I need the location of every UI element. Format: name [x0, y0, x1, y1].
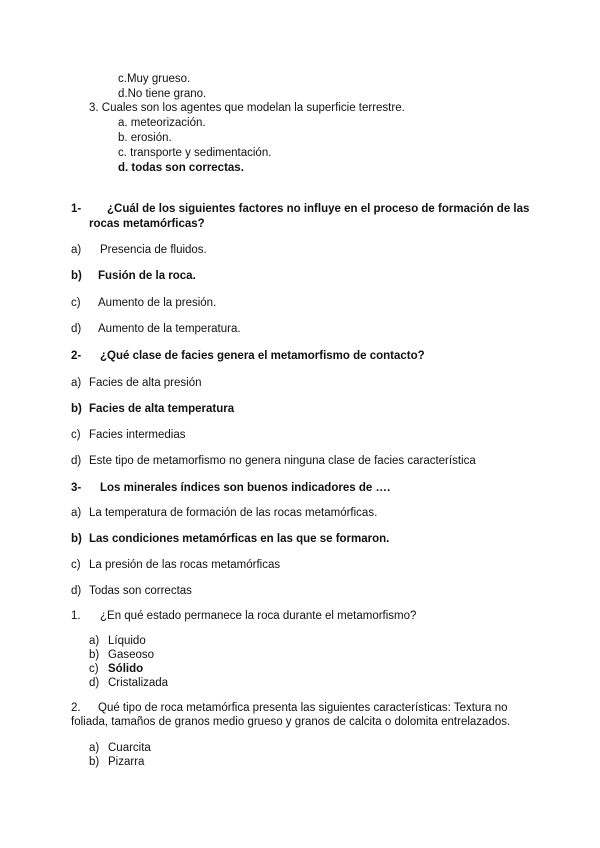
question-3-text: 3. Cuales son los agentes que modelan la superficie terrestre.: [89, 102, 405, 114]
s1-q2-number: 2-: [71, 350, 82, 362]
s1-q3-option-c-letter: c): [71, 559, 81, 571]
s2-q1-option-c-letter: c): [89, 663, 99, 675]
s2-q1-option-c: Sólido: [108, 663, 144, 675]
s1-q2-option-b: Facies de alta temperatura: [89, 403, 235, 415]
s2-q2-option-a: Cuarcita: [108, 742, 151, 754]
s2-q2-option-b: Pizarra: [108, 756, 145, 768]
option-d-text: d.No tiene grano.: [118, 88, 207, 100]
s1-q3-text: Los minerales índices son buenos indicadores de ….: [100, 482, 391, 494]
s2-q2-text-line2: foliada, tamaños de granos medio grueso y granos de calcita o dolomita entrelazados.: [71, 716, 511, 728]
question-3-option-c: c. transporte y sedimentación.: [118, 147, 272, 159]
s2-q2-number: 2.: [71, 702, 81, 714]
s1-q1-option-a: Presencia de fluidos.: [100, 244, 207, 256]
s1-q1-option-d: Aumento de la temperatura.: [98, 323, 241, 335]
s1-q3-option-d-letter: d): [71, 585, 82, 597]
s1-q2-option-d: Este tipo de metamorfismo no genera ninguna clase de facies característica: [89, 455, 476, 467]
s1-q3-option-c: La presión de las rocas metamórficas: [89, 559, 281, 571]
s2-q1-option-b: Gaseoso: [108, 649, 155, 661]
s2-q1-option-b-letter: b): [89, 649, 100, 661]
s1-q1-option-b-letter: b): [71, 270, 82, 282]
s1-q1-option-b: Fusión de la roca.: [98, 270, 196, 282]
s2-q1-option-a: Líquido: [108, 635, 146, 647]
s1-q3-number: 3-: [71, 482, 82, 494]
s2-q1-option-a-letter: a): [89, 635, 100, 647]
s1-q2-option-c-letter: c): [71, 429, 81, 441]
s1-q3-option-d: Todas son correctas: [89, 585, 192, 597]
question-3-option-d: d. todas son correctas.: [118, 162, 244, 174]
s2-q1-option-d: Cristalizada: [108, 677, 169, 689]
s2-q1-text: ¿En qué estado permanece la roca durante el metamorfismo?: [100, 610, 417, 622]
s1-q2-option-a: Facies de alta presión: [89, 377, 202, 389]
question-3-option-b: b. erosión.: [118, 132, 172, 144]
s2-q1-number: 1.: [71, 610, 81, 622]
s1-q1-option-a-letter: a): [71, 244, 82, 256]
s2-q2-text-line1: Qué tipo de roca metamórfica presenta las siguientes características: Textura no: [98, 702, 508, 714]
s1-q1-text-line2: rocas metamórficas?: [89, 218, 205, 230]
s1-q3-option-a-letter: a): [71, 507, 82, 519]
s1-q2-option-b-letter: b): [71, 403, 82, 415]
s2-q2-option-b-letter: b): [89, 756, 100, 768]
s1-q2-option-c: Facies intermedias: [89, 429, 186, 441]
s2-q1-option-d-letter: d): [89, 677, 100, 689]
s1-q1-option-c-letter: c): [71, 297, 81, 309]
question-3-option-a: a. meteorización.: [118, 117, 206, 129]
s1-q1-option-c: Aumento de la presión.: [98, 297, 217, 309]
s1-q2-text: ¿Qué clase de facies genera el metamorfismo de contacto?: [100, 350, 425, 362]
s2-q2-option-a-letter: a): [89, 742, 100, 754]
s1-q3-option-b: Las condiciones metamórficas en las que se formaron.: [89, 533, 390, 545]
s1-q1-text-line1: ¿Cuál de los siguientes factores no influye en el proceso de formación de las: [107, 203, 530, 215]
s1-q1-option-d-letter: d): [71, 323, 82, 335]
s1-q3-option-a: La temperatura de formación de las rocas metamórficas.: [89, 507, 378, 519]
s1-q1-number: 1-: [71, 203, 82, 215]
option-c-text: c.Muy grueso.: [118, 73, 191, 85]
s1-q2-option-d-letter: d): [71, 455, 82, 467]
s1-q2-option-a-letter: a): [71, 377, 82, 389]
s1-q3-option-b-letter: b): [71, 533, 82, 545]
